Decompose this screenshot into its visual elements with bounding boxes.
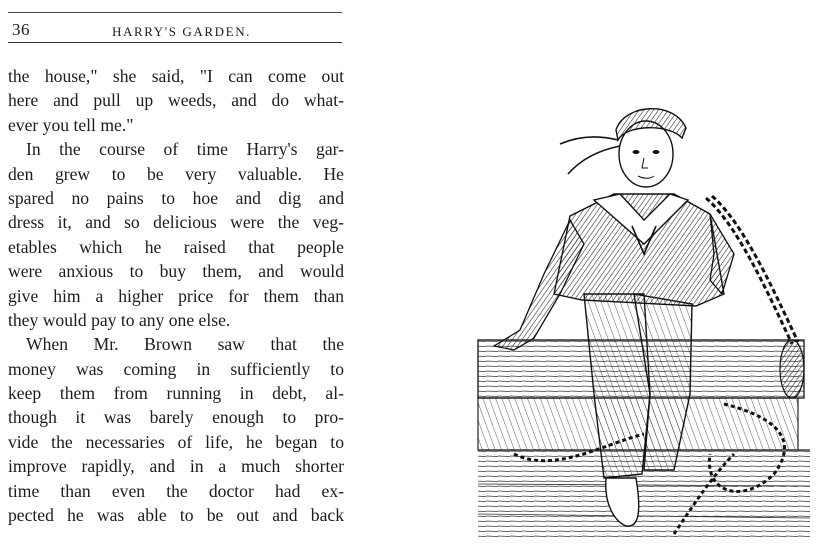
text-line: time than even the doctor had ex-	[8, 480, 344, 501]
text-line: In the course of time Harry's gar-	[26, 139, 344, 160]
header-rule	[8, 12, 342, 13]
text-line: pected he was able to be out and back	[8, 505, 344, 526]
text-line: keep them from running in debt, al-	[8, 383, 344, 404]
page-header	[8, 14, 342, 43]
text-line: give him a higher price for them than	[8, 285, 344, 306]
text-line: etables which he raised that people	[8, 236, 344, 257]
text-line: When Mr. Brown saw that the	[26, 334, 344, 355]
text-line: vide the necessaries of life, he began to	[8, 431, 344, 452]
body-text	[8, 64, 344, 527]
text-line: money was coming in sufficiently to	[8, 358, 344, 379]
text-line: spared no pains to hoe and dig and	[8, 187, 344, 208]
text-line: here and pull up weeds, and do what-	[8, 90, 344, 111]
page-number: 36	[12, 20, 30, 39]
text-line: dress it, and so delicious were the veg-	[8, 212, 344, 233]
text-line: they would pay to any one else.	[8, 309, 231, 330]
text-line: were anxious to buy them, and would	[8, 261, 344, 282]
text-line: improve rapidly, and in a much shorter	[8, 456, 344, 477]
text-line: den grew to be very valuable. He	[8, 163, 344, 184]
text-page	[0, 0, 400, 553]
boy-head	[560, 109, 686, 187]
sailor-boy-illustration	[474, 94, 814, 542]
text-line: ever you tell me."	[8, 114, 134, 135]
running-title: HARRY'S GARDEN.	[112, 24, 252, 39]
text-line: the house," she said, "I can come out	[8, 66, 344, 86]
text-line: though it was barely enough to pro-	[8, 407, 344, 428]
